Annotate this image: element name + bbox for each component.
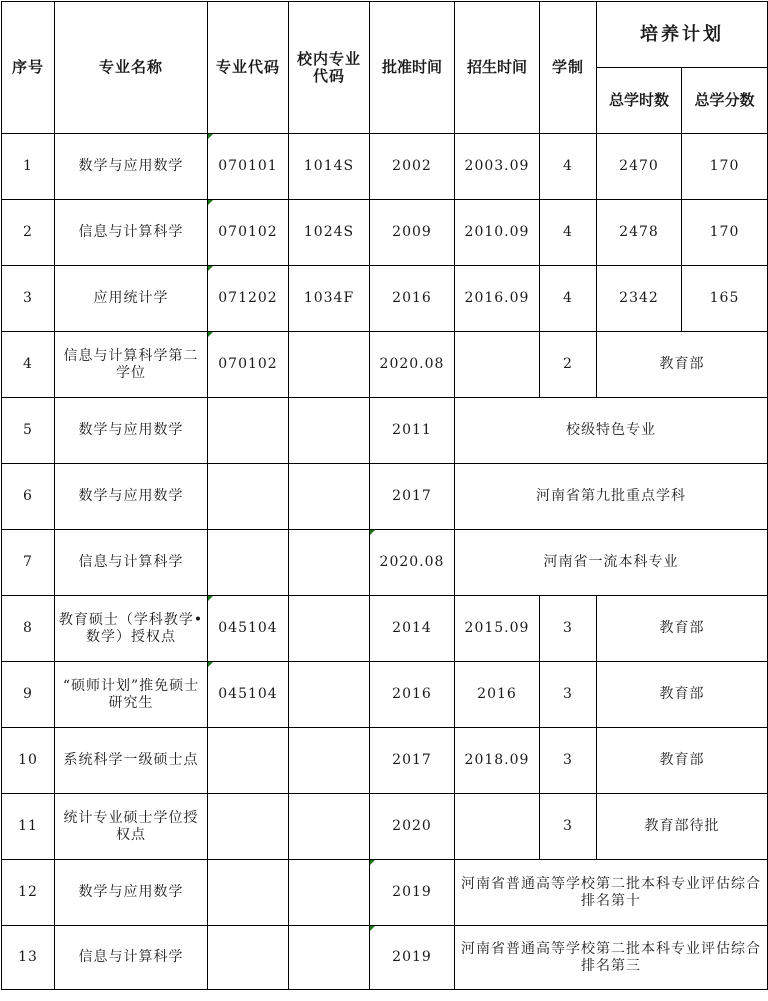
cell-enroll (455, 332, 540, 398)
cell-plan-note: 教育部 (597, 332, 768, 398)
table-row (2, 860, 768, 926)
cell-code: 071202 (208, 266, 289, 332)
cell-code (208, 926, 289, 990)
table-row (2, 926, 768, 990)
table-row (2, 200, 768, 266)
header-credits: 总学分数 (682, 68, 768, 134)
cell-hours: 2342 (597, 266, 682, 332)
cell-code (208, 398, 289, 464)
cell-index: 3 (2, 266, 55, 332)
cell-enroll: 2016 (455, 662, 540, 728)
cell-plan-note: 教育部待批 (597, 794, 768, 860)
header-years: 学制 (540, 2, 597, 134)
cell-code (208, 860, 289, 926)
cell-name: 数学与应用数学 (55, 398, 208, 464)
cell-enroll (455, 794, 540, 860)
table-row (2, 596, 768, 662)
cell-name: 信息与计算科学第二学位 (55, 332, 208, 398)
cell-school-code (289, 860, 370, 926)
cell-years: 4 (540, 200, 597, 266)
cell-name: 信息与计算科学 (55, 530, 208, 596)
header-index: 序号 (2, 2, 55, 134)
cell-school-code (289, 530, 370, 596)
header-school-code: 校内专业代码 (289, 2, 370, 134)
table-row (2, 266, 768, 332)
cell-index: 5 (2, 398, 55, 464)
cell-enroll: 2018.09 (455, 728, 540, 794)
cell-enroll: 2016.09 (455, 266, 540, 332)
header-plan: 培养计划 (597, 2, 768, 68)
cell-school-code: 1014S (289, 134, 370, 200)
cell-credits: 170 (682, 134, 768, 200)
cell-credits: 165 (682, 266, 768, 332)
cell-approved: 2011 (370, 398, 455, 464)
cell-approved: 2019 (370, 860, 455, 926)
cell-name: 信息与计算科学 (55, 200, 208, 266)
cell-code (208, 464, 289, 530)
cell-index: 13 (2, 926, 55, 990)
cell-name: 数学与应用数学 (55, 464, 208, 530)
cell-hours: 2478 (597, 200, 682, 266)
cell-years: 3 (540, 596, 597, 662)
cell-index: 8 (2, 596, 55, 662)
cell-code: 045104 (208, 662, 289, 728)
cell-approved: 2016 (370, 266, 455, 332)
table-row (2, 794, 768, 860)
cell-approved: 2009 (370, 200, 455, 266)
cell-approved: 2002 (370, 134, 455, 200)
cell-approved: 2017 (370, 728, 455, 794)
cell-school-code: 1024S (289, 200, 370, 266)
table-row (2, 662, 768, 728)
cell-index: 2 (2, 200, 55, 266)
header-code: 专业代码 (208, 2, 289, 134)
cell-name: 信息与计算科学 (55, 926, 208, 990)
cell-name: 数学与应用数学 (55, 134, 208, 200)
cell-code: 070102 (208, 200, 289, 266)
cell-years: 3 (540, 662, 597, 728)
cell-approved: 2014 (370, 596, 455, 662)
table-row (2, 728, 768, 794)
cell-enroll: 2003.09 (455, 134, 540, 200)
cell-school-code (289, 728, 370, 794)
table-row (2, 530, 768, 596)
cell-credits: 170 (682, 200, 768, 266)
cell-hours: 2470 (597, 134, 682, 200)
cell-years: 3 (540, 728, 597, 794)
cell-code (208, 794, 289, 860)
cell-note: 河南省普通高等学校第二批本科专业评估综合排名第十 (455, 860, 768, 926)
cell-index: 10 (2, 728, 55, 794)
cell-note: 河南省普通高等学校第二批本科专业评估综合排名第三 (455, 926, 768, 990)
cell-index: 9 (2, 662, 55, 728)
cell-note: 河南省一流本科专业 (455, 530, 768, 596)
cell-name: 教育硕士（学科教学•数学）授权点 (55, 596, 208, 662)
cell-school-code (289, 926, 370, 990)
cell-name: 系统科学一级硕士点 (55, 728, 208, 794)
cell-years: 4 (540, 266, 597, 332)
cell-plan-note: 教育部 (597, 596, 768, 662)
cell-approved: 2020 (370, 794, 455, 860)
cell-school-code (289, 464, 370, 530)
cell-code (208, 530, 289, 596)
cell-school-code (289, 332, 370, 398)
cell-approved: 2017 (370, 464, 455, 530)
cell-school-code (289, 794, 370, 860)
cell-note: 河南省第九批重点学科 (455, 464, 768, 530)
cell-note: 校级特色专业 (455, 398, 768, 464)
cell-school-code: 1034F (289, 266, 370, 332)
header-name: 专业名称 (55, 2, 208, 134)
cell-school-code (289, 596, 370, 662)
cell-code: 070101 (208, 134, 289, 200)
cell-plan-note: 教育部 (597, 662, 768, 728)
cell-years: 4 (540, 134, 597, 200)
cell-index: 11 (2, 794, 55, 860)
cell-plan-note: 教育部 (597, 728, 768, 794)
cell-index: 1 (2, 134, 55, 200)
cell-name: “硕师计划”推免硕士研究生 (55, 662, 208, 728)
table-row (2, 332, 768, 398)
cell-years: 2 (540, 332, 597, 398)
cell-approved: 2020.08 (370, 332, 455, 398)
cell-enroll: 2010.09 (455, 200, 540, 266)
header-enroll: 招生时间 (455, 2, 540, 134)
cell-index: 12 (2, 860, 55, 926)
cell-enroll: 2015.09 (455, 596, 540, 662)
header-approved: 批准时间 (370, 2, 455, 134)
cell-years: 3 (540, 794, 597, 860)
cell-school-code (289, 662, 370, 728)
cell-name: 统计专业硕士学位授权点 (55, 794, 208, 860)
cell-name: 应用统计学 (55, 266, 208, 332)
table-row (2, 134, 768, 200)
table-row (2, 464, 768, 530)
cell-code: 070102 (208, 332, 289, 398)
cell-code: 045104 (208, 596, 289, 662)
cell-school-code (289, 398, 370, 464)
cell-name: 数学与应用数学 (55, 860, 208, 926)
cell-index: 4 (2, 332, 55, 398)
cell-index: 7 (2, 530, 55, 596)
cell-code (208, 728, 289, 794)
majors-table (1, 1, 768, 990)
cell-approved: 2019 (370, 926, 455, 990)
cell-approved: 2020.08 (370, 530, 455, 596)
header-hours: 总学时数 (597, 68, 682, 134)
cell-index: 6 (2, 464, 55, 530)
table-row (2, 398, 768, 464)
cell-approved: 2016 (370, 662, 455, 728)
